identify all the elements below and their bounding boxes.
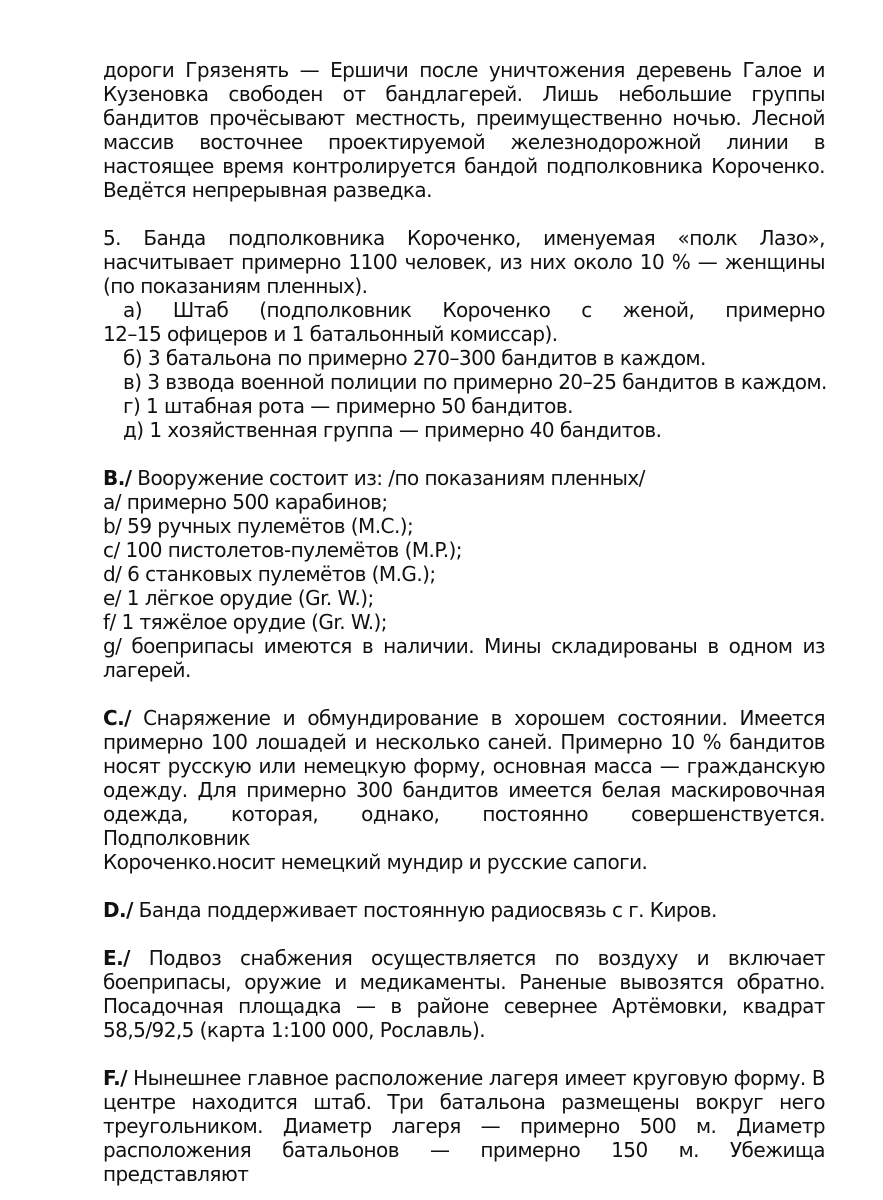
list-item-a-cont: 12–15 офицеров и 1 батальонный комиссар). <box>103 322 558 346</box>
section-d-radio <box>103 898 825 922</box>
text-line: расположения батальонов — примерно 150 м. Убежища представляют <box>103 1138 825 1186</box>
armament-item: d/ 6 станковых пулемётов (M.G.); <box>103 562 436 586</box>
text-line: насчитывает примерно 1100 человек, из них около 10 % — женщины <box>103 250 825 274</box>
text-line <box>103 706 825 730</box>
list-item-v: в) 3 взвода военной полиции по примерно 20–25 бандитов в каждом. <box>123 370 827 394</box>
armament-item: c/ 100 пистолетов-пулемётов (M.P.); <box>103 538 462 562</box>
text-line: примерно 100 лошадей и несколько саней. Примерно 10 % бандитов <box>103 730 825 754</box>
section-e-supply <box>103 946 825 1042</box>
list-item-g: г) 1 штабная рота — примерно 50 бандитов. <box>123 394 573 418</box>
section-f-label: F./ <box>103 1066 127 1090</box>
armament-item: g/ боеприпасы имеются в наличии. Мины складированы в одном из <box>103 634 825 658</box>
section-c-first-text: Снаряжение и обмундирование в хорошем состоянии. Имеется <box>130 706 825 730</box>
section-b-head-text: Вооружение состоит из: /по показаниям пленных/ <box>131 466 645 490</box>
text-line <box>103 946 825 970</box>
text-line: дороги Грязенять — Ершичи после уничтожения деревень Галое и <box>103 58 825 82</box>
section-c-equipment <box>103 706 825 874</box>
text-line: одежду. Для примерно 300 бандитов имеется белая маскировочная <box>103 778 825 802</box>
document-page <box>103 58 825 1186</box>
text-line: боеприпасы, оружие и медикаменты. Раненые вывозятся обратно. <box>103 970 825 994</box>
section-c-label: C./ <box>103 706 131 730</box>
section-d-text: Банда поддерживает постоянную радиосвязь с г. Киров. <box>132 898 717 922</box>
text-line: треугольником. Диаметр лагеря — примерно 500 м. Диаметр <box>103 1114 825 1138</box>
armament-item: a/ примерно 500 карабинов; <box>103 490 388 514</box>
text-line: настоящее время контролируется бандой подполковника Короченко. <box>103 154 825 178</box>
section-b-heading <box>103 466 825 490</box>
text-line: Посадочная площадка — в районе севернее Артёмовки, квадрат <box>103 994 825 1018</box>
text-line: 5. Банда подполковника Короченко, именуемая «полк Лазо», <box>103 226 825 250</box>
text-line <box>103 1066 825 1090</box>
text-line: одежда, которая, однако, постоянно совершенствуется. Подполковник <box>103 802 825 850</box>
text-line: носят русскую или немецкую форму, основная масса — гражданскую <box>103 754 825 778</box>
armament-item: b/ 59 ручных пулемётов (M.C.); <box>103 514 414 538</box>
section-b-label: B./ <box>103 466 132 490</box>
section-f-first-text: Нынешнее главное расположение лагеря имеет круговую форму. В <box>126 1066 825 1090</box>
text-line <box>103 898 825 922</box>
section-e-label: E./ <box>103 946 130 970</box>
section-d-label: D./ <box>103 898 133 922</box>
section-b-armament <box>103 466 825 682</box>
section-e-first-text: Подвоз снабжения осуществляется по воздуху и включает <box>129 946 825 970</box>
text-line: массив восточнее проектируемой железнодорожной линии в <box>103 130 825 154</box>
text-line: Ведётся непрерывная разведка. <box>103 178 432 202</box>
armament-item: e/ 1 лёгкое орудие (Gr. W.); <box>103 586 374 610</box>
text-line: Кузеновка свободен от бандлагерей. Лишь небольшие группы <box>103 82 825 106</box>
text-line: (по показаниям пленных). <box>103 274 368 298</box>
text-line: центре находится штаб. Три батальона размещены вокруг него <box>103 1090 825 1114</box>
paragraph-5-band-composition <box>103 226 825 442</box>
text-line: 58,5/92,5 (карта 1:100 000, Рославль). <box>103 1018 486 1042</box>
armament-item-cont: лагерей. <box>103 658 191 682</box>
list-item-b: б) 3 батальона по примерно 270–300 бандитов в каждом. <box>123 346 706 370</box>
text-line: Короченко.носит немецкий мундир и русские сапоги. <box>103 850 648 874</box>
list-item-a: а) Штаб (подполковник Короченко с женой, примерно <box>123 298 825 322</box>
list-item-d: д) 1 хозяйственная группа — примерно 40 бандитов. <box>123 418 662 442</box>
text-line: бандитов прочёсывают местность, преимущественно ночью. Лесной <box>103 106 825 130</box>
paragraph-road-section <box>103 58 825 202</box>
section-f-camp <box>103 1066 825 1186</box>
armament-item: f/ 1 тяжёлое орудие (Gr. W.); <box>103 610 387 634</box>
